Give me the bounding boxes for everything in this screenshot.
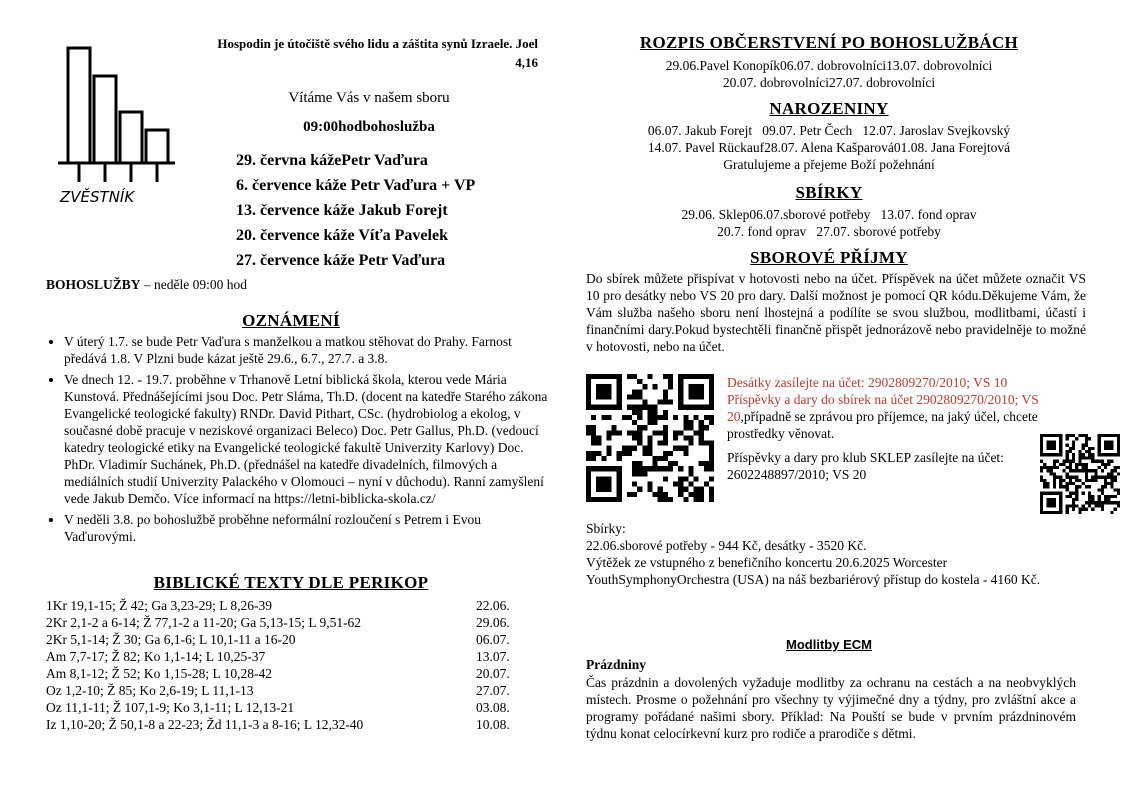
reading-date: 22.06.: [476, 598, 510, 613]
birthdays-list: [584, 122, 1074, 173]
motto-verse: Hospodin je útočiště svého lidu a záštita synů Izraele. Joel 4,16: [217, 36, 538, 70]
table-row: [46, 597, 526, 614]
reading-text: Am 8,1-12; Ž 52; Ko 1,15-28; L 10,28-42: [46, 666, 272, 681]
perikopy-table: [46, 597, 526, 733]
sklep-account: Příspěvky a dary pro klub SKLEP zasílejte na účet: 2602248897/2010; VS 20: [727, 450, 1004, 482]
reading-text: 2Kr 2,1-2 a 6-14; Ž 77,1-2 a 11-20; Ga 5,13-15; L 9,51-62: [46, 615, 362, 630]
reading-text: 1Kr 19,1-15; Ž 42; Ga 3,23-29; L 8,26-39: [46, 598, 272, 613]
birthdays-heading: NAROZENINY: [769, 99, 889, 118]
welcome-text: Vítáme Vás v našem sboru: [288, 90, 450, 106]
summary-line: Výtěžek ze vstupného z benefičního koncertu 20.6.2025 Worcester YouthSymphonyOrchestra (USA) na náš bezbariérový přístup do kostela - 4160 Kč.: [586, 555, 1041, 587]
announcement-item: • Ve dnech 12. - 19.7. proběhne v Trhanově Letní biblická škola, kterou vede Mária Kunstová. Přednášejícími jsou Doc. Petr Sláma, Th.D. (docent na katedře Starého zákona Evangelické teologické fakulty) RNDr. David Pithart, CSc. (hydrobiolog a ekolog, v současné době pracuje v neziskové organizaci Beleco) Doc. Petr Gallus, Ph.D. (vedoucí katedry teologické etiky na Evangelické teologické fakultě Univerzity Karlovy) Doc. PhDr. Vladimír Suchánek, Ph.D. (přednášel na katedře divadelních, filmových a mediálních studií Univerzity Palackého v Olomouci – nyní v důchodu). Ranní zamyšlení vede Jakub Demčo. Více informací na https://letni-biblicka-skola.cz/: [64, 371, 556, 507]
income-heading: SBOROVÉ PŘÍJMY: [750, 248, 908, 267]
sermon-item: 27. července káže Petr Vaďura: [236, 252, 446, 269]
announcements-list: [46, 333, 556, 549]
tithe-account: Desátky zasílejte na účet: 2902809270/2010; VS 10: [727, 375, 1008, 390]
table-row: [46, 716, 526, 733]
income-text: Do sbírek můžete přispívat v hotovosti nebo na účet. Příspěvek na účet můžete označit VS 10 pro desátky nebo VS 20 pro dary. Další možnost je pomocí QR kódu.Děkujeme Vám, že Vám služba našeho sboru není lhostejná a podílíte se svou službou, modlitbami, účastí i finančními dary.Pokud bystechtěli finančně přispět jednorázově nebo pravidelněje to možné v hotovosti, nebo na účet.: [586, 271, 1086, 354]
announcement-item: • V úterý 1.7. se bude Petr Vaďura s manželkou a matkou stěhovat do Prahy. Farnost předává 1.8. V Plzni bude kázat ještě 29.6., 6.7., 27.7. a 3.8.: [64, 333, 556, 367]
ecm-text: Čas prázdnin a dovolených vyžaduje modlitby za ochranu na cestách a na neobvyklých místech. Prosme o požehnání pro všechny ty výjimečné dny a týdny, pro zvláštní akce a programy pořádané našimi sbory. Příklad: Na Pouští se bude v prvním prázdninovém týdnu konat celocírkevní kurz pro rodiče a prarodiče s dětmi.: [586, 675, 1076, 741]
church-logo: [50, 40, 180, 215]
collections-line: 20.7. fond oprav 27.07. sborové potřeby: [717, 224, 941, 239]
sermon-item: 6. července káže Petr Vaďura + VP: [236, 177, 476, 194]
account-info: [727, 374, 1082, 442]
refreshments-line: 29.06.Pavel Konopík06.07. dobrovolníci13.07. dobrovolníci: [665, 58, 993, 73]
table-row: [46, 631, 526, 648]
collections-list: [584, 206, 1074, 240]
ecm-subheading: Prázdniny: [586, 657, 647, 672]
summary-line: 22.06.sborové potřeby - 944 Kč, desátky - 3520 Kč.: [586, 538, 867, 553]
sermon-item: 13. července káže Jakub Forejt: [236, 202, 448, 219]
table-row: [46, 614, 526, 631]
birthdays-line: 06.07. Jakub Forejt 09.07. Petr Čech 12.07. Jaroslav Svejkovský: [647, 123, 1011, 138]
sermon-item: 20. července káže Víťa Pavelek: [236, 227, 448, 244]
service-time: 09:00hodbohoslužba: [303, 119, 435, 135]
reading-text: Am 7,7-17; Ž 82; Ko 1,1-14; L 10,25-37: [46, 649, 266, 664]
refreshments-heading: ROZPIS OBČERSTVENÍ PO BOHOSLUŽBÁCH: [639, 33, 1019, 52]
perikopy-heading: BIBLICKÉ TEXTY DLE PERIKOP: [153, 573, 429, 592]
table-row: [46, 665, 526, 682]
services-text: – neděle 09:00 hod: [140, 277, 248, 292]
birthdays-greeting: Gratulujeme a přejeme Boží požehnání: [723, 157, 935, 172]
table-row: [46, 699, 526, 716]
reading-date: 06.07.: [476, 632, 510, 647]
table-row: [46, 648, 526, 665]
account-note: ,případně se zprávou pro příjemce, na jaký účel, chcete prostředky věnovat.: [727, 409, 1038, 441]
refreshments-line: 20.07. dobrovolníci27.07. dobrovolníci: [722, 75, 936, 90]
sermon-list: [236, 148, 536, 273]
reading-date: 20.07.: [476, 666, 510, 681]
summary-line: Sbírky:: [586, 521, 626, 536]
sermon-item: 29. června kážePetr Vaďura: [236, 152, 428, 169]
announcements-heading: OZNÁMENÍ: [242, 311, 340, 330]
announcement-item: • V neděli 3.8. po bohoslužbě proběhne neformální rozloučení s Petrem i Evou Vaďurovými.: [64, 511, 556, 545]
qr-code-icon: [1040, 434, 1120, 514]
refreshments-schedule: [584, 57, 1074, 91]
reading-text: Oz 1,2-10; Ž 85; Ko 2,6-19; L 11,1-13: [46, 683, 254, 698]
ecm-heading: Modlitby ECM: [786, 637, 872, 652]
reading-date: 29.06.: [476, 615, 510, 630]
collections-summary: [586, 520, 1066, 588]
qr-code-icon: [586, 374, 714, 502]
collections-line: 29.06. Sklep06.07.sborové potřeby 13.07. fond oprav: [681, 207, 977, 222]
birthdays-line: 14.07. Pavel Rückauf28.07. Alena Kašparová01.08. Jana Forejtová: [647, 140, 1011, 155]
logo-text: ZVĚSTNÍK: [60, 188, 135, 206]
collections-heading: SBÍRKY: [795, 183, 863, 202]
reading-text: Oz 11,1-11; Ž 107,1-9; Ko 3,1-11; L 12,13-21: [46, 700, 295, 715]
gift-account: Příspěvky a dary do sbírek na účet 2902809270/2010; VS 20: [727, 392, 1039, 424]
reading-text: 2Kr 5,1-14; Ž 30; Ga 6,1-6; L 10,1-11 a 16-20: [46, 632, 296, 647]
table-row: [46, 682, 526, 699]
reading-date: 27.07.: [476, 683, 510, 698]
reading-date: 03.08.: [476, 700, 510, 715]
reading-date: 10.08.: [476, 717, 510, 732]
reading-date: 13.07.: [476, 649, 510, 664]
services-label: BOHOSLUŽBY: [46, 277, 141, 292]
services-line: [46, 277, 247, 293]
reading-text: Iz 1,10-20; Ž 50,1-8 a 22-23; Žd 11,1-3 a 8-16; L 12,32-40: [46, 717, 364, 732]
